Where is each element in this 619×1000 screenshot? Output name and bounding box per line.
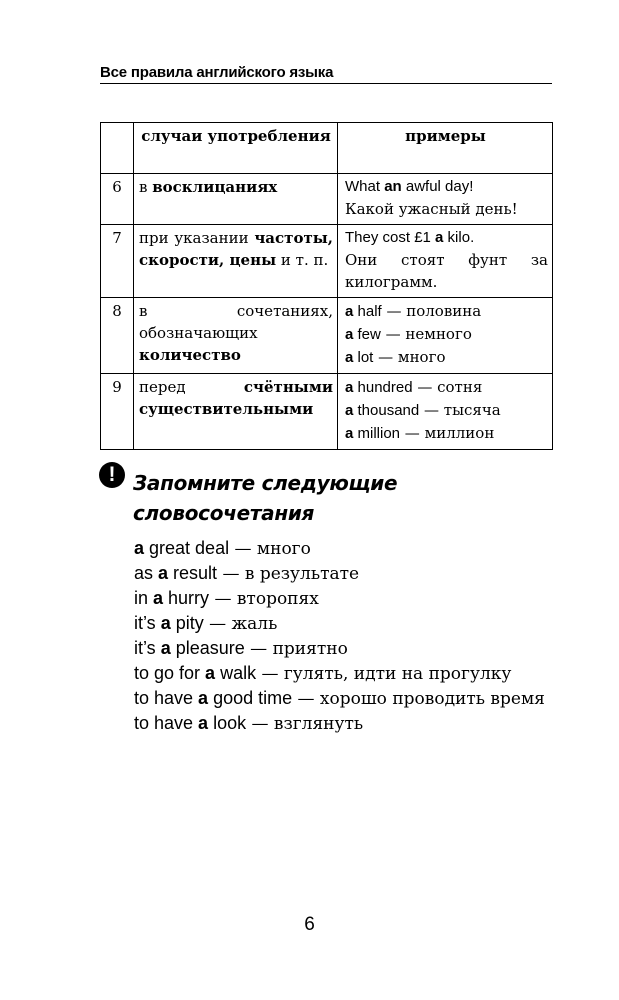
usage-text: и т. п. xyxy=(276,251,329,269)
header-examples: примеры xyxy=(338,123,553,174)
row-number: 8 xyxy=(101,298,134,374)
list-item: a million — миллион xyxy=(345,424,495,442)
page-number: 6 xyxy=(304,914,315,935)
example-english: What an awful day! xyxy=(345,178,474,195)
article: a xyxy=(435,229,444,246)
usage-cell xyxy=(134,298,338,374)
exclamation-icon: ! xyxy=(99,462,125,488)
usage-text: при указании xyxy=(139,229,255,247)
list-item: to have a look — взглянуть xyxy=(134,713,364,734)
header-use: случаи употребления xyxy=(134,123,338,174)
list-item: it’s a pleasure — приятно xyxy=(134,638,348,659)
example-translation: Они стоят фунт за килограмм. xyxy=(345,251,548,291)
running-head: Все правила английского языка xyxy=(100,64,334,81)
list-item: as a result — в результате xyxy=(134,563,360,584)
article: a xyxy=(198,688,209,708)
header-num xyxy=(101,123,134,174)
article: a xyxy=(158,563,169,583)
article: a xyxy=(153,588,164,608)
list-item: to have a good time — хорошо проводить время xyxy=(134,688,545,709)
usage-keyword: количество xyxy=(139,346,241,364)
article-usage-table xyxy=(100,122,553,450)
list-item: a few — немного xyxy=(345,325,472,343)
list-item: a half — половина xyxy=(345,302,482,320)
article: a xyxy=(198,713,209,733)
list-item: it’s a pity — жаль xyxy=(134,613,278,634)
usage-keyword: частоты, скорости, цены xyxy=(139,229,333,269)
remember-title: Запомните следующие словосочетания xyxy=(133,471,398,525)
row-number: 6 xyxy=(101,174,134,225)
row-number: 9 xyxy=(101,374,134,450)
usage-keyword: счётными существительными xyxy=(139,378,333,418)
table-row xyxy=(101,298,553,374)
usage-cell xyxy=(134,374,338,450)
usage-text: перед xyxy=(139,378,244,396)
list-item: a lot — много xyxy=(345,348,446,366)
usage-text: в сочетаниях, обозначающих xyxy=(139,302,333,342)
table-row xyxy=(101,374,553,450)
examples-cell xyxy=(338,174,553,225)
list-item: in a hurry — второпях xyxy=(134,588,319,609)
examples-cell xyxy=(338,225,553,298)
article: a xyxy=(134,538,145,558)
table-row xyxy=(101,174,553,225)
row-number: 7 xyxy=(101,225,134,298)
list-item: a hundred — сотня xyxy=(345,378,483,396)
examples-cell xyxy=(338,374,553,450)
table-header-row xyxy=(101,123,553,174)
phrase-list xyxy=(100,536,552,736)
usage-cell xyxy=(134,225,338,298)
list-item: a thousand — тысяча xyxy=(345,401,501,419)
article: a xyxy=(160,613,171,633)
article: an xyxy=(384,178,402,195)
list-item: to go for a walk — гулять, идти на прогулку xyxy=(134,663,512,684)
article: a xyxy=(160,638,171,658)
usage-keyword: восклицаниях xyxy=(152,178,278,196)
article: a xyxy=(205,663,216,683)
examples-cell xyxy=(338,298,553,374)
table-row xyxy=(101,225,553,298)
example-english: They cost £1 a kilo. xyxy=(345,229,475,246)
header-rule xyxy=(100,83,552,84)
usage-text: в xyxy=(139,178,153,196)
list-item: a great deal — много xyxy=(134,538,311,559)
example-translation: Какой ужасный день! xyxy=(345,200,518,218)
usage-cell xyxy=(134,174,338,225)
